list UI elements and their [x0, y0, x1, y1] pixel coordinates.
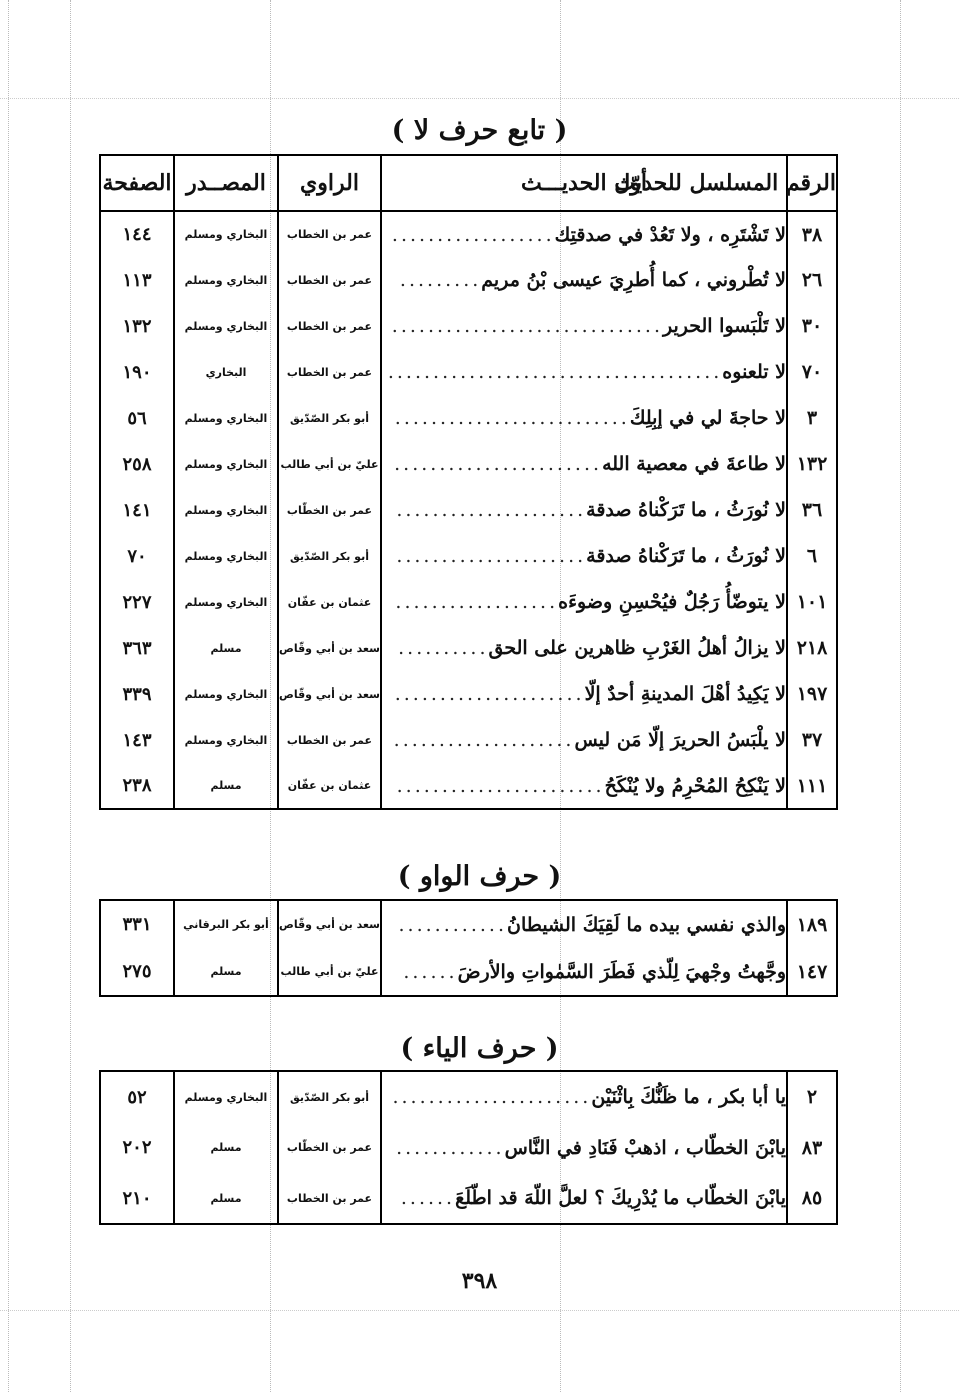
serial-number: ٦ [787, 533, 837, 579]
table-row [100, 579, 837, 625]
hadith-start [381, 533, 787, 579]
table-row [100, 1122, 837, 1173]
serial-number: ٢١٨ [787, 625, 837, 671]
hadith-text: لا تلعنوه [722, 361, 786, 383]
narrator: عمر بن الخطاب [278, 257, 381, 303]
leader-dots: .................... [393, 729, 575, 751]
source: البخاري ومسلم [174, 441, 278, 487]
hadith-text: يا أبا بكر ، ما ظَنُّكَ بِاثْنَيْن [591, 1086, 786, 1108]
table-row [100, 487, 837, 533]
narrator: أبو بكر الصّدّيق [278, 533, 381, 579]
hadith-text: لا حاجةَ لي في إبِلِكَ [629, 407, 786, 429]
page-ref: ٣٦٣ [100, 625, 174, 671]
header-hadith-start: أوّل الحديـــث [381, 155, 787, 211]
serial-number: ٨٣ [787, 1122, 837, 1173]
header-serial-number: الرقم المسلسل للحديث [787, 155, 837, 211]
source: مسلم [174, 1173, 278, 1224]
hadith-text: لا يزالُ أهلُ الغَرْبِ ظاهرين على الحق [488, 637, 786, 659]
serial-number: ١٣٢ [787, 441, 837, 487]
table-row [100, 349, 837, 395]
hadith-text: لا تَشْتَرِه ، ولا تَعُدْ في صدقتِك [554, 223, 786, 246]
source: البخاري ومسلم [174, 303, 278, 349]
narrator: عثمان بن عفّان [278, 579, 381, 625]
leader-dots: ............ [396, 1136, 505, 1159]
page-ref: ٢٢٧ [100, 579, 174, 625]
table-row [100, 763, 837, 809]
hadith-start [381, 441, 787, 487]
serial-number: ١٩٧ [787, 671, 837, 717]
page-ref: ٢٠٢ [100, 1122, 174, 1173]
serial-number: ١١١ [787, 763, 837, 809]
hadith-text: لا تَلْبَسوا الحرير [662, 315, 786, 337]
table-row [100, 395, 837, 441]
hadith-start [381, 625, 787, 671]
serial-number: ٣٠ [787, 303, 837, 349]
margin-rule [70, 0, 71, 1392]
hadith-start [381, 579, 787, 625]
hadith-start [381, 487, 787, 533]
hadith-text: وجَّهتُ وجْهيَ لِلّذي فَطَرَ السَّمٰواتِ والأرضَ [457, 960, 786, 983]
narrator: أبو بكر الصّدّيق [278, 395, 381, 441]
table-row [100, 900, 837, 948]
margin-rule [8, 0, 9, 1392]
serial-number: ٨٥ [787, 1173, 837, 1224]
section-title: ( حرف الواو ) [397, 861, 562, 892]
hadith-index-table [99, 1070, 838, 1225]
leader-dots: ....................... [394, 453, 603, 475]
serial-number: ٣٦ [787, 487, 837, 533]
source: البخاري ومسلم [174, 533, 278, 579]
source: مسلم [174, 1122, 278, 1173]
header-page: الصفحة [100, 155, 174, 211]
source: البخاري ومسلم [174, 1071, 278, 1122]
leader-dots: ..................... [394, 683, 585, 705]
narrator: عمر بن الخطّاب [278, 487, 381, 533]
hadith-start [381, 717, 787, 763]
hadith-index-table [99, 899, 838, 997]
section-title: ( حرف الياء ) [400, 1033, 559, 1064]
page-ref: ٢١٠ [100, 1173, 174, 1224]
narrator: أبو بكر الصّدّيق [278, 1071, 381, 1122]
source: البخاري ومسلم [174, 257, 278, 303]
leader-dots: ...... [403, 960, 458, 983]
hadith-text: لا طاعةَ في معصية الله [602, 453, 786, 475]
narrator: سعد بن أبي وقّاص [278, 671, 381, 717]
header-narrator: الراوي [278, 155, 381, 211]
table-row [100, 211, 837, 257]
table-row [100, 1071, 837, 1122]
table-row [100, 533, 837, 579]
page-ref: ٢٧٥ [100, 948, 174, 996]
table-row [100, 1173, 837, 1224]
hadith-text: لا تُطْروني ، كما أُطرِيَ عيسى بْنُ مريم [481, 269, 786, 291]
page-ref: ١٤٤ [100, 211, 174, 257]
page-ref: ٥٦ [100, 395, 174, 441]
margin-rule [900, 0, 901, 1392]
hadith-start [381, 303, 787, 349]
hadith-index-table [99, 154, 838, 810]
page-ref: ١٤١ [100, 487, 174, 533]
page-ref: ٣٣١ [100, 900, 174, 948]
leader-dots: .............................. [391, 315, 663, 337]
source: البخاري ومسلم [174, 717, 278, 763]
hadith-start [381, 948, 787, 996]
page-ref: ٧٠ [100, 533, 174, 579]
source: البخاري ومسلم [174, 211, 278, 257]
serial-number: ١٠١ [787, 579, 837, 625]
hadith-text: لا يَنْكِحُ المُحْرِمُ ولا يُنْكَحُ [604, 774, 786, 797]
margin-rule [0, 1310, 959, 1311]
hadith-start [381, 900, 787, 948]
narrator: عثمان بن عفّان [278, 763, 381, 809]
serial-number: ٧٠ [787, 349, 837, 395]
page-ref: ٥٢ [100, 1071, 174, 1122]
hadith-text: لا نُورَثُ ، ما تَرَكْناهُ صدقة [586, 545, 786, 567]
margin-rule [0, 98, 959, 99]
serial-number: ٣٧ [787, 717, 837, 763]
leader-dots: ......... [399, 269, 482, 291]
narrator: عمر بن الخطاب [278, 211, 381, 257]
source: البخاري ومسلم [174, 671, 278, 717]
table-row [100, 717, 837, 763]
narrator: عمر بن الخطّاب [278, 1122, 381, 1173]
leader-dots: .......................... [394, 407, 630, 429]
leader-dots: .................. [391, 223, 555, 246]
hadith-start [381, 763, 787, 809]
page-ref: ١٩٠ [100, 349, 174, 395]
table-row [100, 257, 837, 303]
table-header-row [100, 155, 837, 211]
page-ref: ٣٣٩ [100, 671, 174, 717]
leader-dots: .......... [398, 637, 489, 659]
serial-number: ١٤٧ [787, 948, 837, 996]
leader-dots: ...... [400, 1187, 456, 1209]
narrator: عليّ بن أبي طالب [278, 948, 381, 996]
hadith-start [381, 257, 787, 303]
leader-dots: ..................................... [387, 361, 723, 383]
page-ref: ١٤٣ [100, 717, 174, 763]
hadith-text: يابْنَ الخطّاب ما يُدْرِيكَ ؟ لعلَّ اللّهَ قد اطّلَعَ [455, 1187, 786, 1209]
hadith-start [381, 349, 787, 395]
leader-dots: .................. [395, 591, 559, 613]
hadith-text: لا يتوضّأُ رَجُلٌ فيُحْسِنِ وضوءَه [558, 591, 786, 613]
narrator: عمر بن الخطاب [278, 1173, 381, 1224]
source: أبو بكر البرقاني [174, 900, 278, 948]
leader-dots: ..................... [396, 499, 587, 521]
hadith-start [381, 211, 787, 257]
hadith-text: لا يلْبَسُ الحريرَ إلّا مَن ليس [574, 729, 786, 751]
section-title: ( تابع حرف لا ) [391, 115, 568, 146]
table-row [100, 671, 837, 717]
narrator: عمر بن الخطاب [278, 349, 381, 395]
table-row [100, 441, 837, 487]
hadith-text: والذي نفسي بيده ما لَقِيَكَ الشيطانُ [507, 913, 786, 936]
hadith-start [381, 1071, 787, 1122]
narrator: سعد بن أبي وقّاص [278, 625, 381, 671]
narrator: عمر بن الخطاب [278, 717, 381, 763]
serial-number: ٢٦ [787, 257, 837, 303]
hadith-text: لا يَكِيدُ أهْلَ المدينةِ أحدٌ إلّا [584, 683, 786, 705]
hadith-text: يابْنَ الخطّاب ، اذهبْ فَنَادِ في النَّاس [504, 1136, 786, 1159]
source: البخاري [174, 349, 278, 395]
page-ref: ١١٣ [100, 257, 174, 303]
narrator: سعد بن أبي وقّاص [278, 900, 381, 948]
source: مسلم [174, 763, 278, 809]
source: البخاري ومسلم [174, 579, 278, 625]
serial-number: ٣٨ [787, 211, 837, 257]
hadith-text: لا نُورَثُ ، ما تَرَكْناهُ صدقة [586, 499, 786, 521]
hadith-start [381, 1173, 787, 1224]
serial-number: ١٨٩ [787, 900, 837, 948]
source: البخاري ومسلم [174, 487, 278, 533]
page-ref: ٢٥٨ [100, 441, 174, 487]
narrator: عليّ بن أبي طالب [278, 441, 381, 487]
leader-dots: ...................... [392, 1086, 592, 1108]
hadith-start [381, 395, 787, 441]
narrator: عمر بن الخطاب [278, 303, 381, 349]
source: مسلم [174, 625, 278, 671]
leader-dots: ..................... [396, 545, 587, 567]
serial-number: ٣ [787, 395, 837, 441]
leader-dots: ....................... [396, 774, 605, 797]
source: البخاري ومسلم [174, 395, 278, 441]
serial-number: ٢ [787, 1071, 837, 1122]
table-row [100, 948, 837, 996]
hadith-start [381, 1122, 787, 1173]
leader-dots: ............ [398, 913, 507, 936]
header-source: المصــدر [174, 155, 278, 211]
table-row [100, 625, 837, 671]
source: مسلم [174, 948, 278, 996]
page-ref: ١٣٢ [100, 303, 174, 349]
table-row [100, 303, 837, 349]
hadith-start [381, 671, 787, 717]
page-ref: ٢٣٨ [100, 763, 174, 809]
page-number: ٣٩٨ [461, 1268, 498, 1294]
